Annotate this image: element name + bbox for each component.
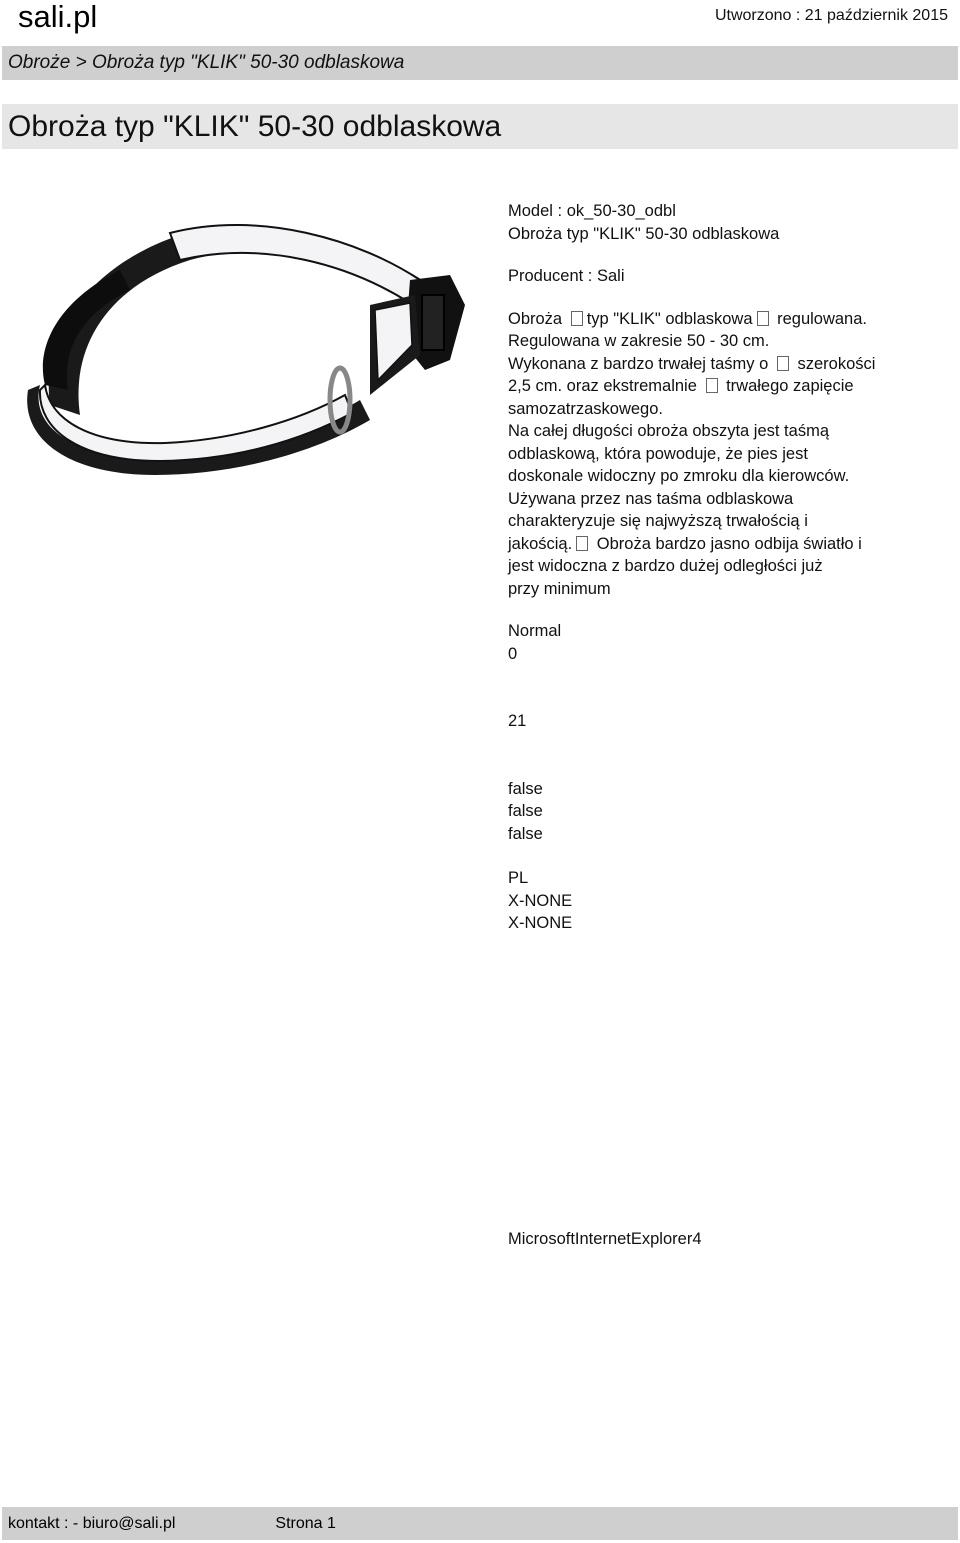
- footer: [2, 1507, 958, 1540]
- meta-false-3: false: [508, 824, 543, 843]
- description-line: Używana przez nas taśma odblaskowa: [508, 489, 794, 508]
- missing-glyph-icon: [571, 311, 583, 326]
- meta-21: 21: [508, 712, 527, 730]
- page-title: Obroża typ "KLIK" 50-30 odblaskowa: [8, 109, 502, 143]
- description-line: doskonale widoczny po zmroku dla kierowców.: [508, 467, 850, 485]
- footer-page-number: Strona 1: [275, 1514, 336, 1532]
- description-line: Na całej długości obroża obszyta jest taśmą: [508, 422, 829, 440]
- description-line: charakteryzuje się najwyższą trwałością i: [508, 512, 808, 530]
- site-logo[interactable]: sali.pl: [18, 0, 98, 34]
- created-sep: :: [791, 7, 805, 24]
- missing-glyph-icon: [777, 356, 789, 371]
- meta-pl: PL: [508, 869, 529, 887]
- meta-xnone-1: X-NONE: [508, 891, 573, 910]
- meta-zero: 0: [508, 644, 518, 663]
- product-description: [508, 308, 928, 601]
- description-line: jakością. Obroża bardzo jasno odbija światło i: [508, 534, 862, 553]
- footer-contact[interactable]: kontakt : - biuro@sali.pl: [8, 1514, 176, 1532]
- meta-false-1: false: [508, 779, 543, 798]
- description-line: samozatrzaskowego.: [508, 399, 663, 418]
- created-value: 21 październik 2015: [804, 7, 948, 24]
- meta-false-2: false: [508, 802, 543, 820]
- product-model: Model : ok_50-30_odbl: [508, 202, 676, 220]
- description-line: Regulowana w zakresie 50 - 30 cm.: [508, 332, 770, 350]
- description-line: Wykonana z bardzo trwałej taśmy o szerokości: [508, 354, 876, 373]
- description-line: jest widoczna z bardzo dużej odległości już: [508, 557, 823, 575]
- product-name: Obroża typ "KLIK" 50-30 odblaskowa: [508, 224, 780, 243]
- meta-xnone-2: X-NONE: [508, 914, 573, 932]
- meta-normal: Normal: [508, 622, 562, 640]
- breadcrumb: [2, 46, 958, 80]
- description-line: odblaskową, która powoduje, że pies jest: [508, 444, 808, 463]
- missing-glyph-icon: [706, 378, 718, 393]
- created-date: [715, 7, 948, 25]
- description-line: 2,5 cm. oraz ekstremalnie trwałego zapięcie: [508, 377, 854, 395]
- missing-glyph-icon: [576, 536, 588, 551]
- product-image-collar: [10, 185, 480, 485]
- breadcrumb-text[interactable]: Obroże > Obroża typ "KLIK" 50-30 odblaskowa: [8, 52, 405, 73]
- meta-browser: MicrosoftInternetExplorer4: [508, 1229, 702, 1248]
- created-label: Utworzono: [714, 7, 792, 24]
- description-line: Obroża typ "KLIK" odblaskowa regulowana.: [508, 309, 867, 328]
- product-details: [508, 200, 928, 1250]
- description-line: przy minimum: [508, 579, 611, 598]
- missing-glyph-icon: [757, 311, 769, 326]
- product-producer: Producent : Sali: [508, 267, 625, 285]
- page-title-bar: [2, 104, 958, 149]
